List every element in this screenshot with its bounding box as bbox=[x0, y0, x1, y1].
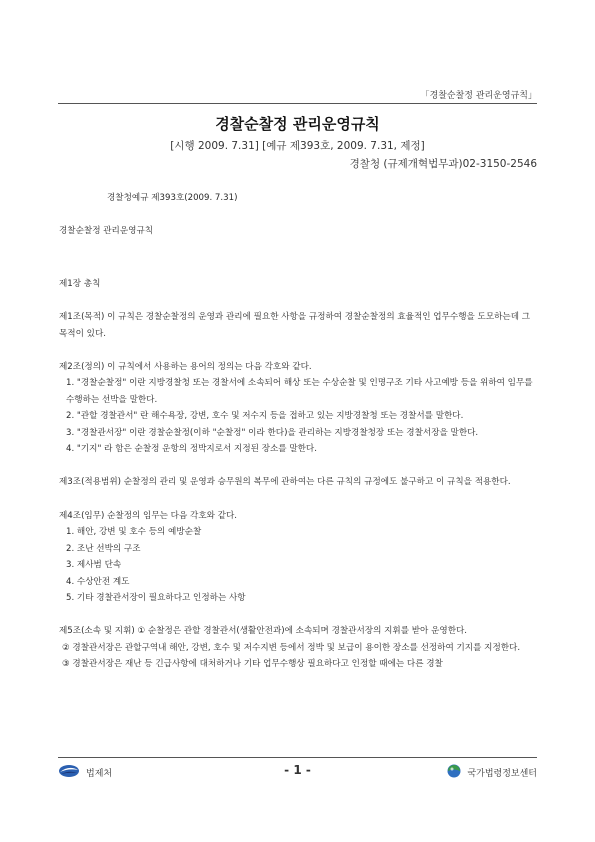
article-4: 제4조(임무) 순찰정의 임무는 다음 각호와 같다. bbox=[59, 510, 237, 521]
department-contact: 경찰청 (규제개혁법무과)02-3150-2546 bbox=[349, 158, 537, 170]
article-4-item: 2. 조난 선박의 구조 bbox=[66, 543, 141, 554]
article-2: 제2조(정의) 이 규칙에서 사용하는 용어의 정의는 다음 각호와 같다. bbox=[59, 362, 312, 373]
article-2-item: 3. "경찰관서장" 이란 경찰순찰정(이하 "순찰정" 이라 한다)을 관리하는 지방경찰청장 또는 경찰서장을 말한다. bbox=[66, 427, 479, 438]
article-4-item: 4. 수상안전 계도 bbox=[66, 576, 130, 587]
footer-right-label: 국가법령정보센터 bbox=[467, 769, 537, 779]
article-5-paragraph: ② 경찰관서장은 관할구역내 해안, 강변, 호수 및 저수지변 등에서 정박 및 보급이 용이한 장소를 선정하여 기지를 지정한다. bbox=[62, 642, 521, 653]
article-5-paragraph: ③ 경찰관서장은 재난 등 긴급사항에 대처하거나 기타 업무수행상 필요하다고 인정할 때에는 다른 경찰 bbox=[62, 659, 443, 670]
article-4-item: 1. 해안, 강변 및 호수 등의 예방순찰 bbox=[66, 527, 202, 538]
page-footer bbox=[58, 762, 537, 782]
article-4-item: 5. 기타 경찰관서장이 필요하다고 인정하는 사항 bbox=[66, 592, 246, 603]
header-rule bbox=[58, 103, 537, 104]
article-2-item: 4. "기지" 라 함은 순찰정 운항의 정박지로서 지정된 장소를 말한다. bbox=[66, 444, 317, 455]
article-3: 제3조(적용범위) 순찰정의 관리 및 운영과 승무원의 복무에 관하여는 다른 규칙의 규정에도 불구하고 이 규칙을 적용한다. bbox=[59, 477, 511, 488]
footer-rule bbox=[58, 757, 537, 758]
law-center-logo-icon bbox=[447, 764, 461, 781]
chapter-heading: 제1장 총칙 bbox=[59, 278, 101, 289]
document-title: 경찰순찰정 관리운영규칙 bbox=[215, 115, 380, 133]
enactment-info: [시행 2009. 7.31] [예규 제393호, 2009. 7.31, 제정] bbox=[170, 140, 425, 152]
rule-number: 경찰청예규 제393호(2009. 7.31) bbox=[107, 193, 238, 203]
article-4-item: 3. 제사범 단속 bbox=[66, 560, 122, 571]
article-2-item: 1. "경찰순찰정" 이란 지방경찰청 또는 경찰서에 소속되어 해상 또는 수상순찰 및 인명구조 기타 사고예방 등을 위하여 임무를 수행하는 선박을 말한다. bbox=[66, 378, 533, 405]
article-5: 제5조(소속 및 지휘) ① 순찰정은 관할 경찰관서(생활안전과)에 소속되며 경찰관서장의 지휘를 받아 운영한다. bbox=[59, 626, 468, 637]
page-number: - 1 - bbox=[284, 763, 311, 777]
footer-right bbox=[447, 764, 537, 781]
article-2-item: 2. "관할 경찰관서" 란 해수욕장, 강변, 호수 및 저수지 등을 접하고 있는 지방경찰청 또는 경찰서를 말한다. bbox=[66, 411, 464, 422]
rule-name: 경찰순찰정 관리운영규칙 bbox=[59, 226, 154, 237]
running-title: 「경찰순찰정 관리운영규칙」 bbox=[420, 91, 537, 101]
document-body bbox=[59, 190, 537, 673]
footer-left-label: 법제처 bbox=[86, 769, 113, 779]
article-1: 제1조(목적) 이 규칙은 경찰순찰정의 운영과 관리에 필요한 사항을 규정하여 경찰순찰정의 효율적인 업무수행을 도모하는데 그 목적이 있다. bbox=[59, 312, 531, 339]
